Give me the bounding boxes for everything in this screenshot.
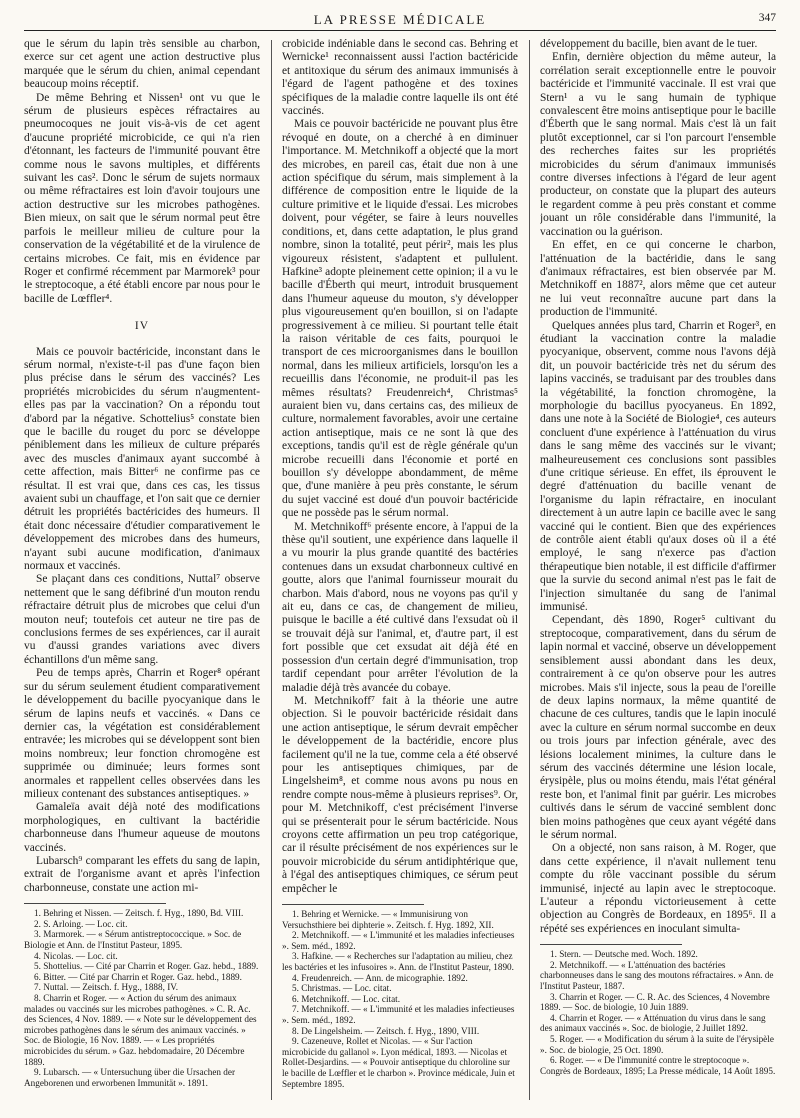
footnote: 7. Nuttal. — Zeitsch. f. Hyg., 1888, IV.	[34, 982, 179, 993]
footnotes	[282, 909, 518, 1089]
column-1	[24, 38, 260, 1110]
footnotes	[540, 949, 776, 1076]
footnote: 2. S. Arloing. — Loc. cit.	[34, 918, 128, 929]
footnote: 4. Nicolas. — Loc. cit.	[34, 950, 118, 961]
footnote-rule	[282, 904, 424, 905]
paragraph: De même Behring et Nissen¹ ont vu que le sérum de plusieurs espèces réfractaires au pneumocoques ne jouit vis-à-vis de cet agent d'aucune propriété microbicide, ce qui n'a rien d'étonnant, les facteurs de l'immunité pouvant être comme nous le savons multiples, et différents suivant les cas². Donc le sérum de sujets normaux ou même réfractaires est loin d'avoir toujours une action destructive sur les microbes pathogènes. Bien mieux, on sait que le sérum normal peut être parfois le meilleur milieu de culture pour la conservation de la végétabilité et de la virulence de certains microbes. Ce fait, mis en évidence par Roger et confirmé récemment par Marmorek³ pour le streptocoque, a été établi encore par nous pour le bacille de Lœffler⁴.	[24, 91, 260, 305]
footnote: 5. Roger. — « Modification du sérum à la suite de l'érysipèle ». Soc. de biologie, 25 Oct. 1890.	[540, 1033, 774, 1055]
footnote: 6. Roger. — « De l'immunité contre le streptocoque ». Congrès de Bordeaux, 1895; La Presse médicale, 14 Août 1895.	[540, 1055, 776, 1076]
column-2	[282, 38, 518, 1110]
paragraph: M. Metchnikoff⁶ présente encore, à l'appui de la thèse qu'il soutient, une expérience dans laquelle il a vu mourir la plus grande quantité des bactéries contenues dans un exsudat charbonneux cultivé en goutte, alors que l'animal fournisseur mourait du charbon. Mais d'abord, nous ne voyons pas qu'il y ait eu, dans ce cas, de changement de milieu, puisque le bacille a été cultivé dans l'exsudat où il se trouvait déjà sur l'animal, et, d'autre part, il est fort possible que cet exsudat ait déjà été en possession d'un certain degré d'immunisation, trop tardif cependant pour arrêter l'évolution de la maladie déjà très avancée du cobaye.	[282, 520, 518, 694]
paragraph: développement du bacille, bien avant de le tuer.	[540, 38, 758, 50]
article-text	[24, 38, 260, 895]
footnote: 4. Freudenreich. — Ann. de micographie. 1892.	[292, 972, 468, 983]
footnote: 1. Behring et Wernicke. — « Immunisirung von Versuchsthiere bei diphterie ». Zeitsch. f. Hyg. 1892, XII.	[282, 909, 494, 930]
page-number: 347	[758, 12, 776, 24]
paragraph: Mais ce pouvoir bactéricide ne pouvant plus être révoqué en doute, on a cherché à en diminuer l'importance. M. Metchnikoff a objecté que la mort des microbes, en pareil cas, était due non à une action spécifique du sérum, mais simplement à la différence de composition entre le liquide de la culture primitive et le liquide d'essai. Les microbes doivent, pour végéter, se faire à leurs nouvelles conditions, et, dans cette adaptation, le plus grand nombre, sinon la totalité, peut périr², mais les plus vigoureux résistent, s'adaptent et pullulent. Hafkine³ adopte pleinement cette opinion; il a vu le bacille d'Éberth qui meurt, introduit brusquement dans l'humeur aqueuse du mouton, s'y développer plus vigoureusement qu'en bouillon, si on l'adapte progressivement à ce milieu. Si pourtant telle était la raison véritable de ces faits, pourquoi le transport de ces microorganismes dans le bouillon normal, dans les milieux artificiels, lorsqu'on les a recueillis dans l'économie, ne produit-il pas les mêmes résultats? Freudenreich⁴, Christmas⁵ auraient bien vu, dans certains cas, des milieux de culture, normalement favorables, avoir une certaine action antiseptique, mais ce ne sont là que des exceptions, tandis qu'il est de règle générale qu'un microbe recueilli dans l'économie et porté en bouillon s'y développe abondamment, de même que, d'une manière à peu près constante, le sérum du sujet vacciné est doué d'un pouvoir bactéricide que ne possède pas le sérum normal.	[282, 118, 518, 520]
footnote: 6. Metchnikoff. — Loc. citat.	[292, 993, 401, 1004]
column-3	[540, 38, 776, 1110]
footnote: 3. Hafkine. — « Recherches sur l'adaptation au milieu, chez les bactéries et les infusoires ». Ann. de l'Institut Pasteur, 1890.	[282, 951, 514, 972]
paragraph: que le sérum du lapin très sensible au charbon, exerce sur cet agent une action destructive plus marquée que le sérum du chien, animal cependant beaucoup moins réceptif.	[24, 38, 260, 91]
article-text	[540, 38, 776, 936]
column-rule	[529, 40, 530, 1100]
paragraph: crobicide indéniable dans le second cas. Behring et Wernicke¹ reconnaissent aussi l'action bactéricide et antitoxique du sérum des animaux immunisés à l'égard de l'agent pathogène et des toxines spécifiques de la maladie contre laquelle ils ont été vaccinés.	[282, 38, 518, 118]
footnote: 1. Behring et Nissen. — Zeitsch. f. Hyg., 1890, Bd. VIII.	[34, 908, 244, 919]
paragraph: Se plaçant dans ces conditions, Nuttal⁷ observe nettement que le sang défibriné d'un mouton rendu réfractaire détruit plus de microbes que celui d'un mouton neuf; toutefois cet auteur ne tire pas de conclusions fermes de ses expériences, car il aurait vu d'aussi grandes variations avec divers échantillons d'un même sang.	[24, 573, 260, 666]
paragraph: Cependant, dès 1890, Roger⁵ cultivant du streptocoque, comparativement, dans du sérum de lapin normal et vacciné, observe un développement sensiblement aussi abondant dans les deux, contrairement à ce qu'on observe pour les autres microbes. Mais s'il injecte, sous la peau de l'oreille de deux lapins normaux, la même quantité de chacune de ces cultures, tandis que le lapin inoculé avec la culture en sérum normal succombe en deux ou trois jours par infection générale, avec des lésions localement minimes, la culture dans le sérum des vaccinés détermine une lésion locale, érysipèle, plus ou moins étendu, mais l'état général reste bon, et l'animal finit par guérir. Les microbes cultivés dans le sérum de vacciné semblent donc bien moins pathogènes que ceux ayant végété dans le sérum normal.	[540, 614, 776, 841]
paragraph: Gamaleïa avait déjà noté des modifications morphologiques, en cultivant la bactéridie charbonneuse dans l'humeur aqueuse de moutons vaccinés.	[24, 801, 260, 854]
footnote: 6. Bitter. — Cité par Charrin et Roger. Gaz. hebd., 1889.	[34, 971, 242, 982]
footnote: 9. Lubarsch. — « Untersuchung über die Ursachen der Angeborenen und erworbenen Immunität ». 1891.	[24, 1067, 236, 1088]
section-heading: IV	[134, 320, 150, 333]
footnote: 2. Metchnikoff. — « L'atténuation des bactéries charbonneuses dans le sang des moutons réfractaires. » Ann. de l'Institut Pasteur, 1887.	[540, 959, 774, 991]
paragraph: Peu de temps après, Charrin et Roger⁸ opérant sur du sérum seulement étudient comparativement le développement du bacille pyocyanique dans le sérum de lapins neufs et vaccinés. « Dans ce dernier cas, la végétation est considérablement entravée; les microbes qui se développent sont bien moins nombreux; leur fonction chromogène est supprimée ou diminuée; leurs formes sont anormales et rappellent celles observées dans les milieux contenant des substances antiseptiques. »	[24, 667, 260, 800]
paragraph: Enfin, dernière objection du même auteur, la corrélation serait exceptionnelle entre le pouvoir bactéricide et l'immunité vaccinale. Il est vrai que Stern¹ a vu le sang humain de typhique convalescent être moins antiseptique pour le bacille d'Éberth que le sang normal. Mais c'est là un fait plutôt exceptionnel, car si l'on parcourt l'ensemble des recherches faites sur les propriétés microbicides du sérum d'animaux immunisés contre diverses infections à l'égard de leur agent producteur, on constate que la plupart des auteurs le regardent comme à peu près constant et comme jouant un rôle considérable dans l'immunité, la vaccination ou la guérison.	[540, 51, 776, 238]
paragraph: Mais ce pouvoir bactéricide, inconstant dans le sérum normal, n'existe-t-il pas d'une façon bien plus précise dans le sérum des vaccinés? Les propriétés microbicides du sérum n'augmentent-elles pas par la vaccination? On a répondu tout d'abord par la négative. Schottelius⁵ constate bien que le bacille du rouget du porc se développe péniblement dans les milieux de culture préparés avec des muscles d'animaux ayant succombé à cette affection, mais Bitter⁶ ne confirme pas ce résultat. Il est vrai que, dans ces cas, les tissus avaient subi un chauffage, et l'on sait que ce dernier détruit les propriétés bactéricides des humeurs. Il était donc nécessaire d'étudier comparativement le développement des microbes dans des humeurs, n'ayant subi aucune modification, d'animaux normaux et vaccinés.	[24, 345, 260, 573]
paragraph: Quelques années plus tard, Charrin et Roger³, en étudiant la vaccination contre la maladie pyocyanique, observent, comme nous l'avons déjà dit, un pouvoir bactéricide très net du sérum des lapins vaccinés, se traduisant par des troubles dans la végétabilité, la fonction chromogène, la morphologie du bacillus pyocyaneus. En 1892, dans une note à la Société de Biologie⁴, ces auteurs concluent d'une expérience à l'atténuation du virus dans le sang même des vaccinés sur le vivant; malheureusement ces conclusions sont passibles d'une critique sérieuse. En effet, ils éprouvent le degré d'atténuation du bacille venant de l'organisme du lapin réfractaire, en inoculant directement à un autre lapin ce bacille avec le sang vacciné qui le contient. Bien que des expériences de contrôle aient établi qu'aux doses où il a été employé, le sang n'exerce pas d'action thérapeutique bien notable, il est difficile d'affirmer que la survie du second animal n'est pas le fait de l'injection simultanée du sang de l'animal immunisé.	[540, 319, 776, 614]
footnote: 8. Charrin et Roger. — « Action du sérum des animaux malades ou vaccinés sur les microbes pathogènes. » C. R. Ac. des Sciences, 4 Nov. 1889. — « Note sur le développement des microbes pathogènes dans le sérum des animaux vaccinés. » Soc. de Biologie, 16 Nov. 1889. — « Les propriétés microbicides du sérum. » Gaz. hebdomadaire, 20 Décembre 1889.	[24, 992, 257, 1067]
paragraph: M. Metchnikoff⁷ fait à la théorie une autre objection. Si le pouvoir bactéricide résidait dans une action antiseptique, le sérum devrait empêcher le développement de la bactéridie, encore plus facilement qu'il ne la tue, comme cela a été observé pour les antiseptiques chimiques, par de Lingelsheim⁸, et comme nous avons pu nous en rendre compte nous-même à plusieurs reprises⁹. Or, pour M. Metchnikoff, c'est précisément l'inverse qui se présenterait pour le sérum bactéricide. Nous croyons cette affirmation un peu trop catégorique, car il résulte précisément de nos expériences sur le pouvoir microbicide du sérum antidiphtérique que, à l'égal des antiseptiques chimiques, ce sérum peut empêcher le	[282, 694, 518, 895]
footnote: 7. Metchnikoff. — « L'immunité et les maladies infectieuses ». Sem. méd., 1892.	[282, 1004, 515, 1025]
footnote-rule	[24, 903, 166, 904]
column-rule	[271, 40, 272, 1100]
paragraph: Lubarsch⁹ comparant les effets du sang de lapin, extrait de l'organisme avant et après l'infection charbonneuse, constate une action mi-	[24, 854, 260, 894]
footnote: 3. Marmorek. — « Sérum antistreptococcique. » Soc. de Biologie et Ann. de l'Institut Pasteur, 1895.	[24, 929, 242, 950]
page-header	[24, 12, 776, 31]
footnote: 9. Cazeneuve, Rollet et Nicolas. — « Sur l'action microbicide du gallanol ». Lyon médical, 1893. — Nicolas et Rollet-Desjardins. — « Pouvoir antiseptique du chloroline sur le bacille de Lœffler et le charbon ». Province médicale, Juin et Septembre 1895.	[282, 1036, 515, 1089]
footnote: 2. Metchnikoff. — « L'immunité et les maladies infectieuses ». Sem. méd., 1892.	[282, 930, 515, 951]
footnote: 4. Charrin et Roger. — « Atténuation du virus dans le sang des animaux vaccinés ». Soc. de biologie, 2 Juillet 1892.	[540, 1012, 766, 1034]
article-text	[282, 38, 518, 896]
footnote: 1. Stern. — Deutsche med. Woch. 1892.	[550, 949, 698, 960]
footnote-rule	[540, 944, 682, 945]
journal-title: LA PRESSE MÉDICALE	[313, 12, 487, 27]
footnote: 5. Christmas. — Loc. citat.	[292, 983, 392, 994]
paragraph: En effet, en ce qui concerne le charbon, l'atténuation de la bactéridie, dans le sang d'animaux réfractaires, est bien observée par M. Metchnikoff en 1887², alors même que cet auteur ne lui veut reconnaître aucune part dans la production de l'immunité.	[540, 239, 776, 319]
footnote: 5. Shottelius. — Cité par Charrin et Roger. Gaz. hebd., 1889.	[34, 961, 259, 972]
paragraph: On a objecté, non sans raison, à M. Roger, que dans cette expérience, il n'avait nullement tenu compte du rôle vaccinant possible du sérum immunisé, injecté au lapin avec le streptocoque. L'auteur a répondu victorieusement à cette objection au Congrès de Bordeaux, en 1895⁶. Il a répété ses expériences en inoculant simulta-	[540, 842, 776, 935]
footnote: 8. De Lingelsheim. — Zeitsch. f. Hyg., 1890, VIII.	[292, 1025, 480, 1036]
footnotes	[24, 908, 260, 1088]
footnote: 3. Charrin et Roger. — C. R. Ac. des Sciences, 4 Novembre 1889. — Soc. de biologie, 10 Juin 1889.	[540, 991, 770, 1013]
